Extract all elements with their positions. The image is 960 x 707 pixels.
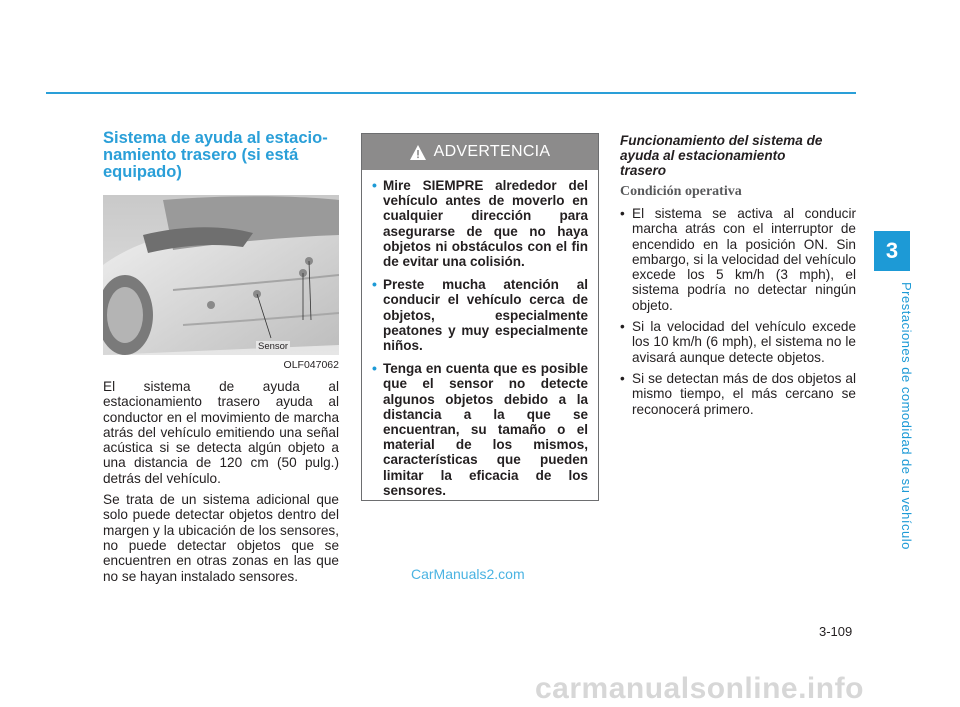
subsection-title-line: Funcionamiento del sistema de: [620, 133, 823, 148]
warning-triangle-icon: [410, 145, 426, 160]
subsection-title-line: trasero: [620, 163, 667, 178]
site-watermark: CarManuals2.com: [411, 566, 525, 582]
condition-heading: Condición operativa: [620, 184, 742, 199]
rear-bumper-sensor-photo: [103, 195, 339, 355]
subsection-title: [620, 133, 856, 178]
chapter-tab: [874, 231, 910, 271]
warning-item: • Mire SIEMPRE alrededor del vehículo antes de moverlo en cualquier dirección para asegurarse de que no haya objetos ni obstáculos con el fin de evitar una colisión.: [372, 178, 588, 269]
page-number: 3-109: [819, 624, 853, 639]
section-title-line: namiento trasero (si está: [103, 146, 299, 164]
footer-watermark: carmanualsonline.info: [535, 672, 864, 705]
subsection-title-line: ayuda al estacionamiento: [620, 148, 786, 163]
condition-list: [620, 206, 856, 417]
right-column: [620, 133, 856, 423]
header-rule: [46, 92, 856, 94]
section-title: [103, 130, 339, 181]
body-paragraph: El sistema de ayuda al estacionamiento trasero ayuda al conductor en el movimiento de marcha atrás del vehículo emitiendo una señal acústica si se detecta algún objeto a una distancia de 120 cm (50 pulg.) detrás del vehículo.: [103, 379, 339, 486]
section-title-line: equipado): [103, 163, 182, 181]
car-rear-illustration: [103, 195, 339, 355]
chapter-title-vertical: [884, 282, 914, 550]
chapter-number: 3: [885, 238, 899, 263]
warning-item: • Preste mucha atención al conducir el vehículo cerca de objetos, especialmente peatones y muy especialmente niños.: [372, 277, 588, 353]
condition-item: • Si la velocidad del vehículo excede los 10 km/h (6 mph), el sistema no le avisará aunque detecte objetos.: [620, 319, 856, 365]
sensor-callout-label: Sensor: [258, 341, 289, 352]
condition-item: • Si se detectan más de dos objetos al mismo tiempo, el más cercano se reconocerá primero.: [620, 371, 856, 417]
warning-list: [362, 170, 598, 498]
section-title-line: Sistema de ayuda al estacio-: [103, 129, 328, 147]
warning-item: • Tenga en cuenta que es posible que el sensor no detecte algunos objetos debido a la distancia a la que se encuentran, su tamaño o el material de los mismos, características que pueden limitar la eficacia de los sensores.: [372, 361, 588, 498]
chapter-title: Prestaciones de comodidad de su vehículo: [899, 282, 914, 550]
body-paragraph: Se trata de un sistema adicional que solo puede detectar objetos dentro del margen y la ubicación de los sensores, no puede detectar objetos que se encuentren en otras zonas en las que no se hayan instalado sensores.: [103, 492, 339, 584]
warning-header: [362, 134, 598, 170]
warning-box: [361, 133, 599, 501]
warning-title: ADVERTENCIA: [433, 143, 551, 160]
left-column: [103, 130, 339, 590]
condition-item: • El sistema se activa al conducir marcha atrás con el interruptor de encendido en la posición ON. Sin embargo, si la velocidad del vehículo excede los 5 km/h (3 mph), el sistema podría no detectar ningún objeto.: [620, 206, 856, 313]
figure-code: OLF047062: [283, 359, 339, 371]
